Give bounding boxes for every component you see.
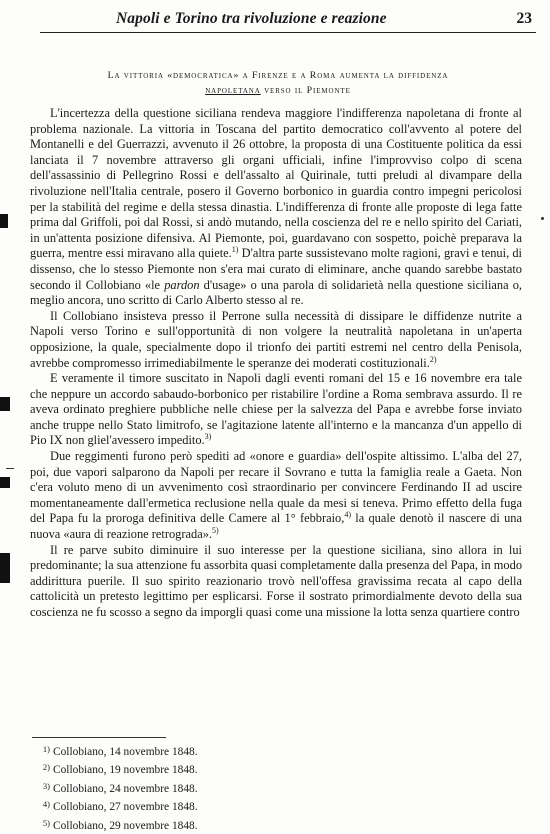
- paragraph-5: [30, 543, 522, 621]
- paragraph-5-text: Il re parve subito diminuire il suo interesse per la questione siciliana, sino allora in lui predominante; la sua attenzione fu assorbita quasi completamente dalla presenza del Papa, in modo addirittura puerile. Il suo spirito reazionario trovò nell'offesa gravissima recata al capo della cattolicità un pretesto legittimo per esplicarsi. Forse il sostrato primordialmente devoto della sua coscienza ne fu scosso a segno da imporgli quasi come una missione la lotta senza quartiere contro: [30, 542, 523, 619]
- body-text: [30, 106, 522, 621]
- footnote-2-number: 2): [42, 762, 50, 773]
- scan-margin-mark: [0, 214, 8, 228]
- footnote-5-number: 5): [42, 817, 50, 828]
- page-number: 23: [516, 10, 532, 27]
- footnote-5: [36, 816, 198, 834]
- footnote-5-text: Collobiano, 29 novembre 1848.: [53, 819, 198, 832]
- footnote-2-text: Collobiano, 19 novembre 1848.: [53, 764, 198, 777]
- italic-pardon: pardon: [164, 277, 200, 292]
- footnotes: [36, 742, 198, 834]
- paragraph-4-continuation: la quale denotò il nascere di una nuova «aura di reazione retrograda».: [30, 511, 522, 542]
- footnote-4-text: Collobiano, 27 novembre 1848.: [53, 801, 198, 814]
- footnote-ref-4: 4): [344, 510, 351, 520]
- running-title: Napoli e Torino tra rivoluzione e reazione: [116, 10, 387, 27]
- scan-margin-mark: [0, 397, 10, 411]
- scan-margin-tick: [6, 468, 14, 469]
- scan-margin-mark: [0, 553, 10, 583]
- footnote-1-text: Collobiano, 14 novembre 1848.: [53, 746, 198, 758]
- footnote-4-number: 4): [42, 799, 50, 810]
- paragraph-1: [30, 106, 522, 309]
- scan-speck: [541, 217, 544, 220]
- section-heading-line2: verso il Piemonte: [260, 85, 351, 96]
- footnote-1-number: 1): [42, 744, 50, 754]
- paragraph-1-continuation-b: d'usage» o una parola di solidarietà nella questione siciliana o, meglio ancora, uno scritto di Carlo Alberto stesso al re.: [30, 277, 523, 308]
- footnote-3: [36, 779, 198, 797]
- section-heading-underlined-word: napoletana: [205, 85, 261, 96]
- footnote-3-text: Collobiano, 24 novembre 1848.: [53, 782, 198, 795]
- footnote-ref-3: 3): [204, 432, 212, 442]
- paragraph-3: [30, 371, 522, 449]
- footnote-1: [36, 742, 198, 760]
- section-heading: [28, 68, 528, 98]
- scan-margin-mark: [0, 477, 10, 488]
- footnote-3-number: 3): [42, 780, 50, 791]
- paragraph-2-text: Il Collobiano insisteva presso il Perrone sulla necessità di dissipare le diffidenze nutrite a Napoli verso Torino e sull'opportunità di non volgere la neutralità napoletana in un'aperta opposizione, la quale, specialmente dopo il trionfo dei partiti estremi nel centro della Penisola, avrebbe compromesso irrimediabilmente le speranze dei moderati costituzionali.: [30, 308, 522, 370]
- paragraph-4: [30, 449, 522, 543]
- footnote-rule: [32, 737, 166, 738]
- footnote-ref-5: 5): [211, 525, 219, 535]
- paragraph-1-continuation-a: D'altra parte sussistevano molte ragioni, gravi e tenui, di dissenso, che lo stesso Piemonte non s'era mai curato di eliminare, anche quando sarebbe bastato secondo il Collobiano «le: [30, 246, 522, 292]
- paragraph-2: [30, 309, 522, 371]
- footnote-4: [36, 797, 198, 815]
- paragraph-4-text: Due reggimenti furono però spediti ad «onore e guardia» dell'ospite altissimo. L'alba del 27, poi, due vapori salparono da Napoli per recare il Sovrano e tutta la famiglia reale a Gaeta. Non c'era voluto meno di un avvenimento così straordinario per convincere Ferdinando II ad uscire momentaneamente dall'ermetica reclusione nella quale da mesi si teneva. Primo effetto della fuga del Papa fu la proroga definitiva delle Camere al 1° febbraio,: [30, 449, 522, 526]
- footnote-2: [36, 760, 198, 778]
- footnote-ref-1: 1): [231, 245, 239, 255]
- footnote-ref-2: 2): [429, 354, 437, 364]
- paragraph-1-text: L'incertezza della questione siciliana rendeva maggiore l'indifferenza napoletana di fronte al problema nazionale. La vittoria in Toscana del partito democratico coll'avvento al potere del Montanelli e del Guerrazzi, avvenuto il 26 ottobre, la proposta di una Costituente politica da essi lanciata il 7 novembre attraverso gli organi ufficiali, infine l'improvviso colpo di scena dell'assassinio di Pellegrino Rossi e dell'assalto al Quirinale, tutti preludi al divampare della rivoluzione nell'Italia centrale, posero il Governo borbonico in guardia contro impegni pericolosi per la stabilità del regime e della stessa dinastia. L'indifferenza di fronte alle proposte di lega fatte prima dal Griffoli, poi dal Rossi, si andò mutando, nella coscienza del re e nello spirito del Cariati, in un'attenta posizione difensiva. Al Piemonte, poi, guardavano con sospetto, poichè preparava la guerra, mentre essi miravano alla quiete.: [30, 106, 522, 261]
- running-head: [40, 8, 536, 33]
- section-heading-line1: La vittoria «democratica» a Firenze e a Roma aumenta la diffidenza: [107, 70, 449, 81]
- paragraph-3-text: E veramente il timore suscitato in Napoli dagli eventi romani del 15 e 16 novembre era tale che neppure un accordo sabaudo-borbonico per ristabilire l'ordine a Roma sembrava assurdo. Il re aveva ordinato preghiere pubbliche nelle chiese per la salvezza del Papa e avrebbe forse inviato anche truppe nello Stato limitrofo, se l'agitazione latente all'interno e la mancanza d'un appello di Pio IX non gliel'avessero impedito.: [30, 371, 522, 448]
